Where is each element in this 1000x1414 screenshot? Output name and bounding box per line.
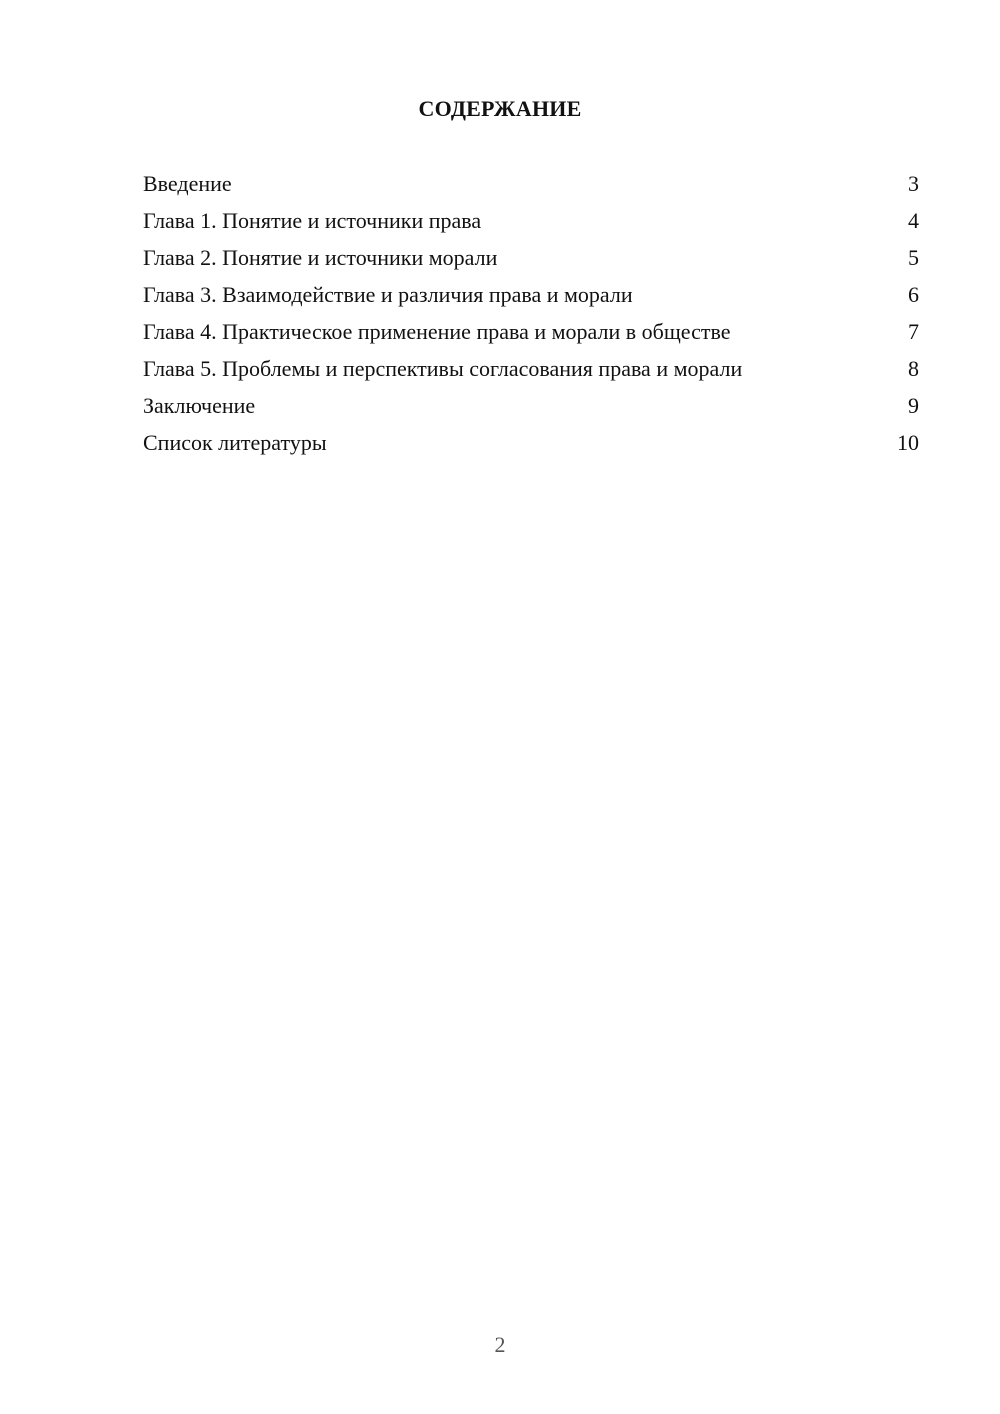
toc-entry[interactable] — [143, 318, 919, 345]
toc-entry-page: 7 — [908, 319, 919, 344]
toc-entry-page: 4 — [908, 208, 919, 233]
toc-entry-page: 9 — [908, 393, 919, 418]
toc-entry-title: Глава 1. Понятие и источники права — [143, 208, 482, 233]
table-of-contents — [143, 170, 919, 466]
toc-entry-title: Список литературы — [143, 430, 327, 455]
toc-entry[interactable] — [143, 281, 919, 308]
toc-entry[interactable] — [143, 207, 919, 234]
toc-entry[interactable] — [143, 355, 919, 382]
toc-entry-title: Глава 3. Взаимодействие и различия права и морали — [143, 282, 633, 307]
toc-entry[interactable] — [143, 392, 919, 419]
page-number: 2 — [494, 1332, 506, 1357]
toc-entry-page: 10 — [897, 430, 919, 455]
toc-entry-title: Заключение — [143, 393, 256, 418]
toc-entry-page: 3 — [908, 171, 919, 196]
toc-entry[interactable] — [143, 244, 919, 271]
toc-entry-page: 6 — [908, 282, 919, 307]
toc-entry-title: Введение — [143, 171, 232, 196]
toc-entry-page: 8 — [908, 356, 919, 381]
toc-title: СОДЕРЖАНИЕ — [418, 96, 582, 121]
toc-entry[interactable] — [143, 170, 919, 197]
toc-entry-title: Глава 2. Понятие и источники морали — [143, 245, 498, 270]
toc-entry[interactable] — [143, 429, 919, 456]
toc-entry-title: Глава 5. Проблемы и перспективы согласования права и морали — [143, 356, 743, 381]
toc-entry-page: 5 — [908, 245, 919, 270]
toc-entry-title: Глава 4. Практическое применение права и морали в обществе — [143, 319, 731, 344]
